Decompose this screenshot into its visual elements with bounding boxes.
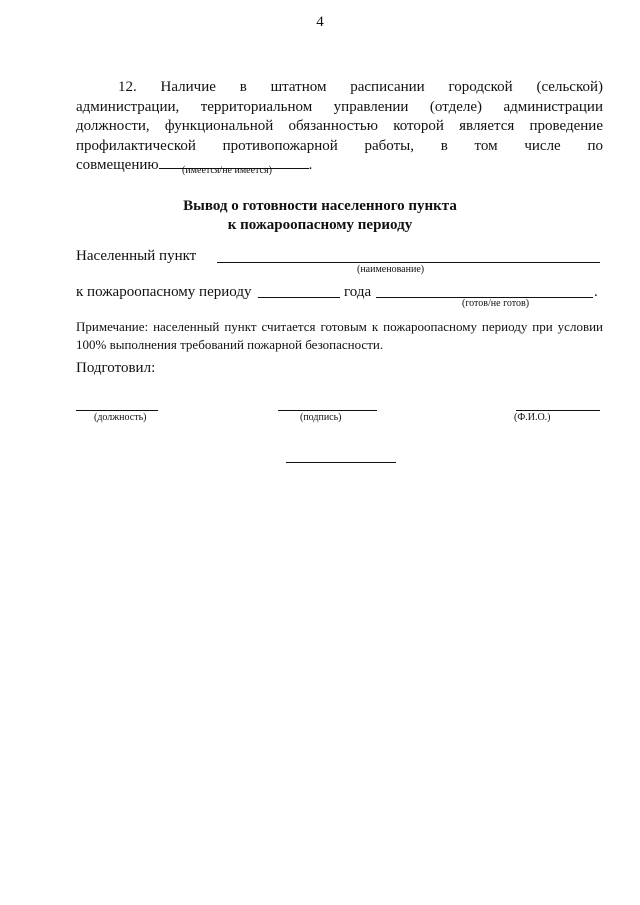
year-field[interactable] bbox=[258, 297, 340, 298]
item-12-line-1: 12. Наличие в штатном расписании городской (сельской) bbox=[118, 79, 603, 95]
period-label: к пожароопасному периоду bbox=[76, 284, 252, 300]
position-hint: (должность) bbox=[94, 412, 147, 423]
signature-hint: (подпись) bbox=[300, 412, 342, 423]
note-line-2: 100% выполнения требований пожарной безопасности. bbox=[76, 337, 384, 352]
conclusion-title-line-1: Вывод о готовности населенного пункта bbox=[183, 198, 457, 214]
period-end: . bbox=[594, 284, 598, 300]
conclusion-title-line-2: к пожароопасному периоду bbox=[227, 217, 413, 233]
item-12-line-4: профилактической противопожарной работы, в том числе по bbox=[76, 137, 603, 154]
item-12-paragraph bbox=[76, 78, 603, 176]
readiness-hint: (готов/не готов) bbox=[462, 298, 530, 309]
item-12-field-hint: (имеется/не имеется) bbox=[182, 165, 272, 176]
signature-field[interactable] bbox=[278, 410, 377, 411]
note-line-1: Примечание: населенный пункт считается готовым к пожароопасному периоду при условии bbox=[76, 319, 603, 334]
page-number: 4 bbox=[316, 14, 324, 30]
position-field[interactable] bbox=[76, 410, 158, 411]
end-separator bbox=[286, 462, 396, 463]
item-12-end: . bbox=[308, 157, 313, 173]
full-name-hint: (Ф.И.О.) bbox=[514, 412, 551, 423]
prepared-by-label: Подготовил: bbox=[76, 360, 156, 376]
note bbox=[76, 318, 603, 354]
full-name-field[interactable] bbox=[516, 410, 600, 411]
item-12-line-5 bbox=[76, 156, 603, 176]
settlement-name-hint: (наименование) bbox=[357, 264, 425, 275]
year-label: года bbox=[344, 284, 372, 300]
item-12-line-2: администрации, территориальном управлении (отделе) администрации bbox=[76, 98, 603, 115]
settlement-label: Населенный пункт bbox=[76, 248, 197, 264]
settlement-name-field[interactable] bbox=[217, 262, 600, 263]
item-12-last-text: совмещению bbox=[76, 157, 159, 173]
item-12-line-3: должности, функциональной обязанностью которой является проведение bbox=[76, 118, 603, 134]
